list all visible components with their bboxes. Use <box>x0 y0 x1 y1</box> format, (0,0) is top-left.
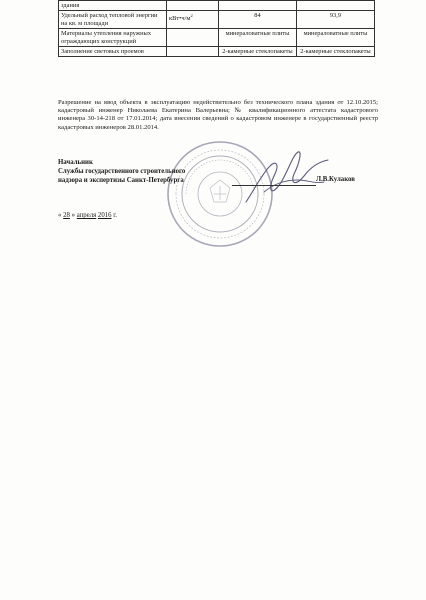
table-cell: Заполнение световых проемов <box>59 47 167 57</box>
table-cell: 93,9 <box>297 11 375 29</box>
date-month: апреля <box>76 212 97 219</box>
table-cell: 2-камерные стеклопакеты <box>297 47 375 57</box>
signatory-department: Службы государственного строительного <box>58 168 186 176</box>
signatory-position: Начальник <box>58 159 93 166</box>
table-row <box>59 29 375 47</box>
table-cell <box>297 1 375 11</box>
table-cell <box>167 1 219 11</box>
table-row <box>59 11 375 29</box>
characteristics-table <box>58 0 375 57</box>
table-cell: 84 <box>219 11 297 29</box>
table-cell: минераловатные плиты <box>219 29 297 47</box>
signatory-name: Л.В.Кулаков <box>316 176 355 183</box>
signature-line <box>232 185 316 186</box>
date-year: 2016 <box>97 212 112 219</box>
permit-paragraph: Разрешение на ввод объекта в эксплуатацию недействительно без технического плана здания от 12.10.2015; кадастровый инженер Николаева Екатерина Валерьевна; № квалификационного аттестата кадастрового инженера 30-14-218 от 17.01.2014; дата внесения сведений о кадастровом инженере в государственный реестр кадастровых инженеров 28.01.2014. <box>58 99 378 131</box>
document-date <box>58 212 117 219</box>
table-cell: Удельный расход тепловой энергии на кв. м площади <box>59 11 167 29</box>
table-cell: здания <box>59 1 167 11</box>
unit-text: кВт•ч/м <box>169 15 191 23</box>
table-cell: 2-камерные стеклопакеты <box>219 47 297 57</box>
table-cell <box>219 1 297 11</box>
table-row <box>59 1 375 11</box>
unit-superscript: 2 <box>190 13 193 19</box>
signatory-department-2: надзора и экспертизы Санкт-Петербурга <box>58 177 184 185</box>
unit-cell <box>167 11 219 29</box>
table-row <box>59 47 375 57</box>
table-cell <box>167 29 219 47</box>
table-cell <box>167 47 219 57</box>
date-open-quote: « <box>58 212 62 219</box>
table-cell: Материалы утепления наружных ограждающих конструкций <box>59 29 167 47</box>
date-suffix: г. <box>113 212 117 219</box>
date-close-quote: » <box>71 212 76 219</box>
table-cell: минераловатные плиты <box>297 29 375 47</box>
date-day: 28 <box>63 212 70 219</box>
